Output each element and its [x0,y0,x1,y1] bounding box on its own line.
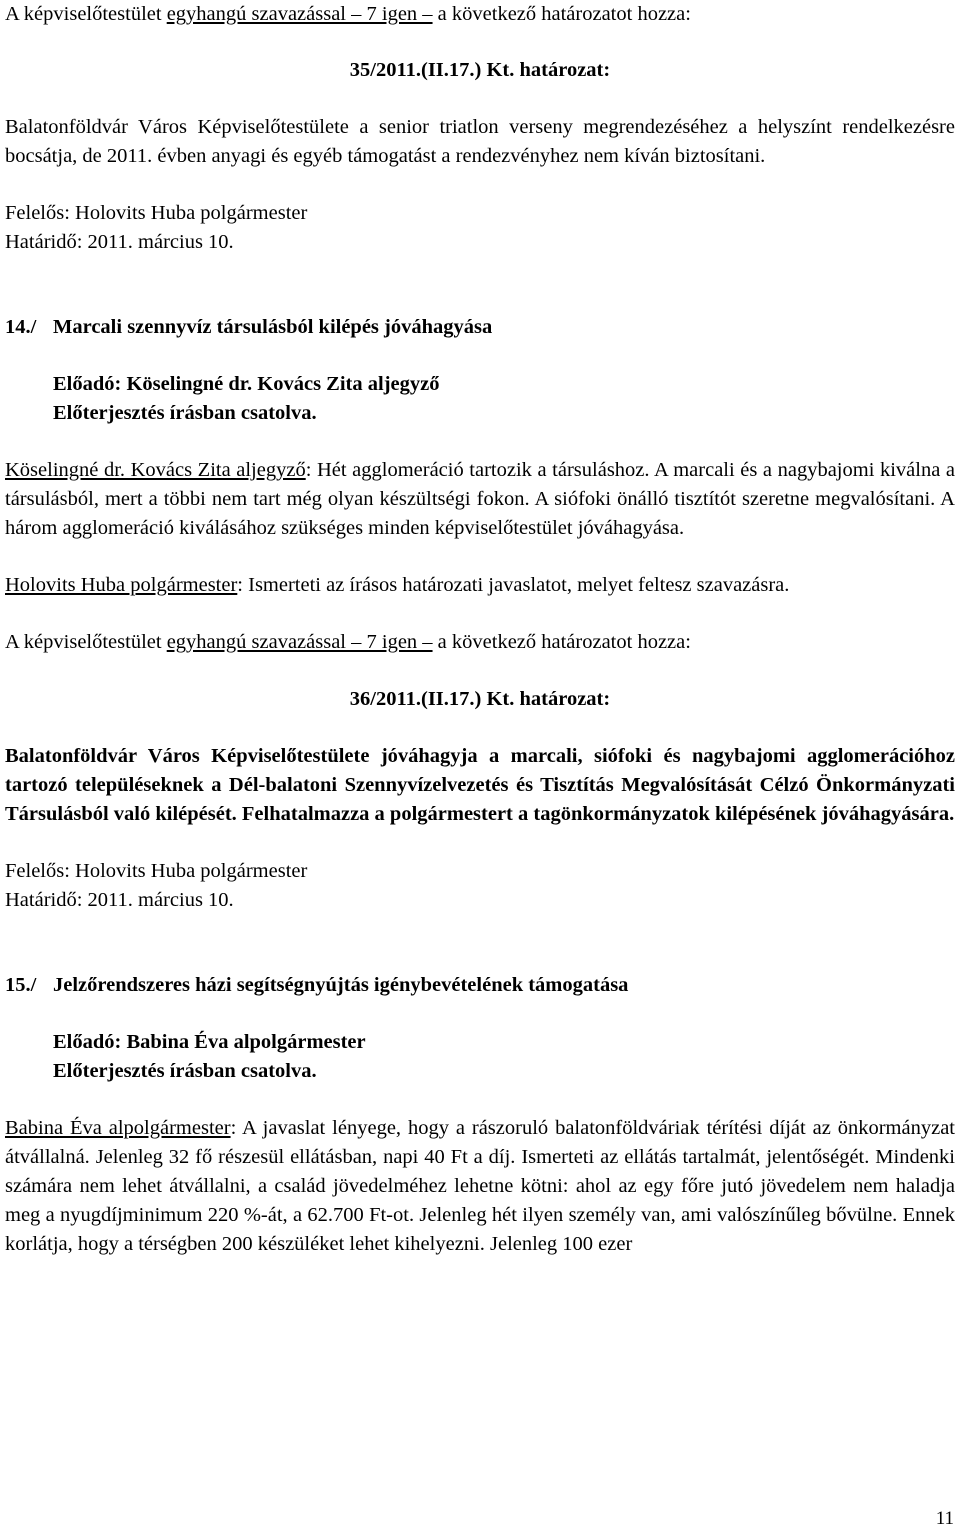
resolution-text: Balatonföldvár Város Képviselőtestülete jóváhagyja a marcali, siófoki és nagybajomi agglomerációhoz tartozó településeknek a Dél-balatoni Szennyvízelvezetés és Tisztítás Megvalósítását Célzó Önkormányzati Társulásból való kilépését. Felhatalmazza a polgármestert a tagönkormányzatok kilépésének jóváhagyására. [5,745,955,825]
presenter-line: Előadó: Köselingné dr. Kovács Zita aljegyző [53,373,440,395]
resolution-number: 36/2011.(II.17.) Kt. határozat: [349,688,611,710]
document-page [5,0,955,1259]
speaker-name: Köselingné dr. Kovács Zita aljegyző [5,459,306,481]
page-number: 11 [935,1508,954,1529]
deadline-line: Határidő: 2011. március 10. [5,889,234,911]
attachment-note: Előterjesztés írásban csatolva. [53,402,317,424]
speaker-text: : Hét agglomeráció tartozik a társuláshoz. A marcali és a nagybajomi kiválna a társulásból, mert a többi nem tart még olyan készültségi fokon. A siófoki önálló tisztítót szeretne megvalósítani. A három agglomeráció kiválásához szükséges minden képviselőtestület jóváhagyása. [5,459,955,539]
responsible-line: Felelős: Holovits Huba polgármester [5,202,308,224]
vote-statement: A képviselőtestület egyhangú szavazással – 7 igen – a következő határozatot hozza: [5,631,691,653]
speaker-text: : Ismerteti az írásos határozati javaslatot, melyet feltesz szavazásra. [237,574,790,596]
agenda-item-heading [5,971,955,1000]
presenter-line: Előadó: Babina Éva alpolgármester [53,1031,366,1053]
vote-result: egyhangú szavazással – 7 igen – [166,3,433,25]
resolution-text: Balatonföldvár Város Képviselőtestülete a senior triatlon verseny megrendezéséhez a helyszínt rendelkezésre bocsátja, de 2011. évben anyagi és egyéb támogatást a rendezvényhez nem kíván biztosítani. [5,116,955,167]
vote-result: egyhangú szavazással – 7 igen – [166,631,433,653]
agenda-item-number: 15./ [5,974,37,996]
speaker-text: : A javaslat lényege, hogy a rászoruló balatonföldváriak térítési díját az önkormányzat átvállalná. Jelenleg 32 fő részesül ellátásban, napi 40 Ft a díj. Ismerteti az ellátás tartalmát, jelentőségét. Mindenki számára nem lehet átvállalni, a család jövedelméhez lehetne kötni: ahol az egy főre jutó jövedelem nem haladja meg a nyugdíjminimum 220 %-át, a 62.700 Ft-ot. Jelenleg hét ilyen személy van, ami valószínűleg bővülne. Ennek korlátja, hogy a térségben 200 készüléket lehet kihelyezni. Jelenleg 100 ezer [5,1117,955,1255]
agenda-item-heading [5,313,955,342]
deadline-line: Határidő: 2011. március 10. [5,231,234,253]
agenda-item-title: Marcali szennyvíz társulásból kilépés jóváhagyása [53,316,493,338]
responsible-line: Felelős: Holovits Huba polgármester [5,860,308,882]
resolution-number: 35/2011.(II.17.) Kt. határozat: [349,59,611,81]
speaker-paragraph [5,1114,955,1259]
speaker-paragraph [5,456,955,543]
speaker-name: Babina Éva alpolgármester [5,1117,231,1139]
agenda-item-title: Jelzőrendszeres házi segítségnyújtás igénybevételének támogatása [53,974,629,996]
speaker-name: Holovits Huba polgármester [5,574,238,596]
attachment-note: Előterjesztés írásban csatolva. [53,1060,317,1082]
agenda-item-number: 14./ [5,316,37,338]
speaker-paragraph [5,571,955,600]
vote-statement: A képviselőtestület egyhangú szavazással – 7 igen – a következő határozatot hozza: [5,3,691,25]
